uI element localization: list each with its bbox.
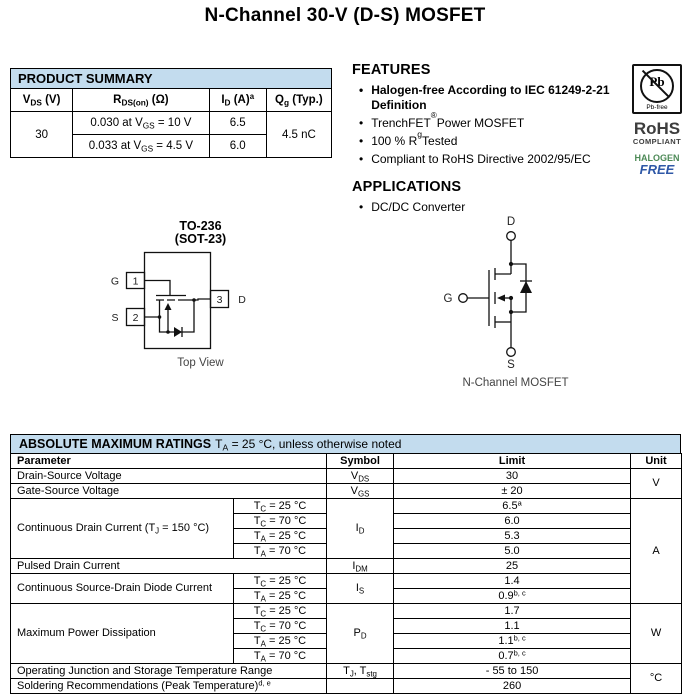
symbol-cell: $I_D$ [327,499,394,559]
junction-dot [157,315,161,319]
pb-free-caption: Pb-free [646,104,668,111]
pin2-number: 2 [132,312,138,324]
application-item: • DC/DC Converter [352,200,624,215]
product-summary-table [10,88,332,158]
table-row [11,604,682,619]
limit-cell: 1.1 [394,619,631,634]
col-header-vds: $V_{DS}$ (V) [11,89,73,112]
symbol-cell: $T_J$, $T_{stg}$ [327,664,394,679]
parameter-cell: Continuous Drain Current ($T_J = 150$ °C) [11,499,234,559]
limit-cell: 260 [394,679,631,694]
product-summary-section [10,68,332,158]
package-title-line2: (SOT-23) [174,232,227,246]
col-header-unit: Unit [631,454,682,469]
condition-cell: $T_A = 70$ °C [234,649,327,664]
col-header-rdson: $R_{DS(on)}$ (Ω) [73,89,209,112]
pin1-number: 1 [132,275,138,288]
unit-cell: A [631,499,682,604]
mosfet-symbol-figure [428,212,603,389]
col-header-limit: Limit [394,454,631,469]
condition-cell: $T_A = 25$ °C [234,589,327,604]
limit-cell: 1.7 [394,604,631,619]
features-section [352,62,624,218]
package-figure [103,220,298,369]
symbol-cell: $V_{DS}$ [327,469,394,484]
col-header-qg: $Q_g$ (Typ.) [266,89,331,112]
id-cell: 6.5 [209,112,266,135]
abs-max-table [10,453,682,694]
table-header-row [11,89,332,112]
halogen-label: HALOGEN [634,153,680,163]
table-header-row [11,454,682,469]
gate-label: G [443,293,452,305]
rdson-cell: 0.030 at $V_{GS} = 10$ V [73,112,209,135]
symbol-cell: $P_D$ [327,604,394,664]
feature-item: • TrenchFET ® Power MOSFET [352,116,624,131]
symbol-cell [327,679,394,694]
symbol-cell: $I_S$ [327,574,394,604]
pb-symbol: Pb [649,74,665,89]
condition-cell: $T_A = 25$ °C [234,529,327,544]
body-diode-loop [159,300,194,332]
vds-value-cell: 30 [11,112,73,158]
condition-cell: $T_A = 25$ °C [234,634,327,649]
pb-free-logo [632,64,682,114]
unit-cell: W [631,604,682,664]
limit-cell: 0.7$^{b, c}$ [394,649,631,664]
condition-cell: $T_C = 70$ °C [234,619,327,634]
symbol-cell: $V_{GS}$ [327,484,394,499]
limit-cell: 1.4 [394,574,631,589]
unit-cell: °C [631,664,682,694]
junction-dot [192,298,196,302]
package-topview-drawing [106,248,296,352]
abs-max-section [10,434,681,694]
col-header-symbol: Symbol [327,454,394,469]
table-row [11,469,682,484]
limit-cell: 6.0 [394,514,631,529]
feature-item: • Compliant to RoHS Directive 2002/95/EC [352,152,624,167]
condition-cell: $T_C = 25$ °C [234,604,327,619]
rohs-compliant-label: COMPLIANT [632,137,682,146]
mosfet-symbol-drawing [431,214,601,372]
table-row [11,112,332,135]
unit-cell: V [631,469,682,499]
diode-triangle [520,281,532,293]
table-row [11,559,682,574]
source-label: S [506,359,515,371]
junction-dot [166,330,170,334]
parameter-cell: Soldering Recommendations (Peak Temperature)$^{d, e}$ [11,679,327,694]
parameter-cell: Gate-Source Voltage [11,484,327,499]
package-title-line1: TO-236 [179,219,222,233]
symbol-caption: N-Channel MOSFET [462,377,569,389]
limit-cell: 30 [394,469,631,484]
table-row [11,484,682,499]
source-lead [144,300,159,317]
drain-lead [186,299,211,300]
rohs-label: RoHS [633,119,681,138]
rdson-cell: 0.033 at $V_{GS} = 4.5$ V [73,135,209,158]
limit-cell: 5.0 [394,544,631,559]
applications-heading: APPLICATIONS [352,179,462,195]
page-title: N-Channel 30-V (D-S) MOSFET [204,5,486,26]
limit-cell: ± 20 [394,484,631,499]
gate-terminal [458,294,467,303]
package-caption: Top View [177,357,224,369]
col-header-parameter: Parameter [11,454,327,469]
pin3-number: 3 [216,294,222,306]
col-header-id: $I_D$ $(A)^a$ [209,89,266,112]
parameter-cell: Drain-Source Voltage [11,469,327,484]
source-label: S [110,312,119,324]
body-arrow-head [164,303,171,310]
symbol-cell: $I_{DM}$ [327,559,394,574]
parameter-cell: Pulsed Drain Current [11,559,327,574]
abs-max-note: $T_A = 25$ °C, unless otherwise noted [215,437,402,453]
feature-item: • Halogen-free According to IEC 61249-2-21 Definition [352,83,624,113]
drain-line [495,240,511,274]
condition-cell: $T_C = 70$ °C [234,514,327,529]
qg-cell: 4.5 nC [266,112,331,158]
table-row [11,679,682,694]
junction-dot [508,310,512,314]
limit-cell: 0.9$^{b, c}$ [394,589,631,604]
abs-max-header-bar [10,434,681,454]
table-row [11,664,682,679]
drain-label: D [237,294,246,306]
limit-cell: 6.5$^a$ [394,499,631,514]
condition-cell: $T_A = 70$ °C [234,544,327,559]
condition-cell: $T_C = 25$ °C [234,574,327,589]
feature-item: • 100 % R g Tested [352,134,624,149]
id-cell: 6.0 [209,135,266,158]
gate-lead [144,281,170,296]
diode-triangle [174,327,182,337]
junction-dot [508,262,512,266]
limit-cell: 25 [394,559,631,574]
parameter-cell: Maximum Power Dissipation [11,604,234,664]
source-terminal [506,348,515,357]
table-row [11,574,682,589]
limit-cell: 1.1$^{b, c}$ [394,634,631,649]
limit-cell: - 55 to 150 [394,664,631,679]
halogen-free-label: FREE [639,162,675,177]
condition-cell: $T_C = 25$ °C [234,499,327,514]
body-arrow-head [497,295,505,302]
features-heading: FEATURES [352,62,431,78]
product-summary-header-bar: PRODUCT SUMMARY [10,68,332,89]
compliance-badges [628,64,686,176]
junction-dot [508,296,512,300]
table-row [11,499,682,514]
drain-label: D [506,216,515,228]
limit-cell: 5.3 [394,529,631,544]
drain-terminal [506,232,515,241]
abs-max-title: ABSOLUTE MAXIMUM RATINGS [19,437,212,451]
gate-label: G [110,275,119,288]
parameter-cell: Continuous Source-Drain Diode Current [11,574,234,604]
parameter-cell: Operating Junction and Storage Temperature Range [11,664,327,679]
